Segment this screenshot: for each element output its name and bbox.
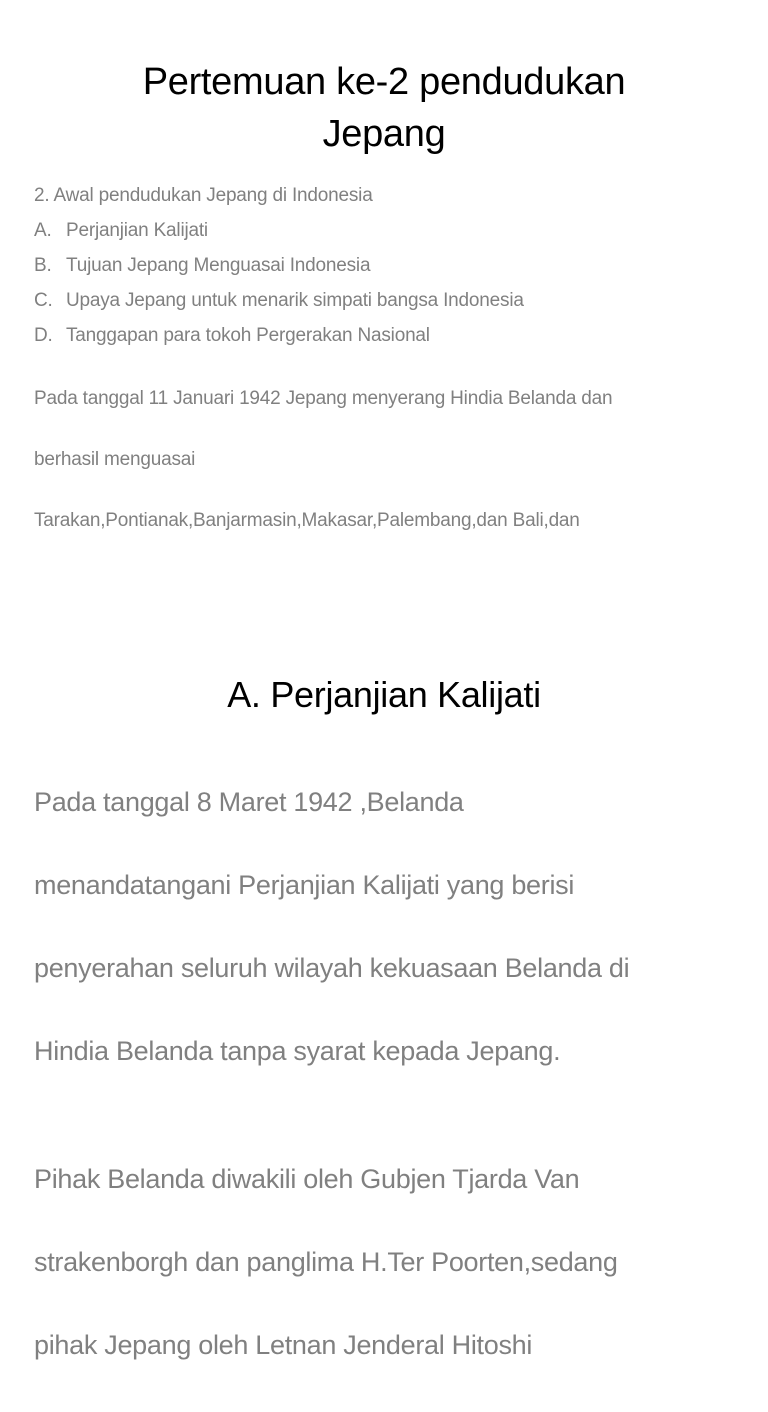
list-item-label: Upaya Jepang untuk menarik simpati bangsa Indonesia <box>66 290 524 311</box>
slide-title: A. Perjanjian Kalijati <box>227 674 541 715</box>
paragraph-line: pihak Jepang oleh Letnan Jenderal Hitoshi <box>34 1330 533 1360</box>
paragraph <box>34 740 754 1114</box>
slide-title <box>0 56 768 160</box>
paragraph-line: Pada tanggal 8 Maret 1942 ,Belanda <box>34 786 464 817</box>
paragraph <box>34 1118 754 1409</box>
paragraph-line: Hindia Belanda tanpa syarat kepada Jepang. <box>34 1035 561 1066</box>
paragraph-line: strakenborgh dan panglima H.Ter Poorten,sedang <box>34 1247 618 1277</box>
list-marker: D. <box>34 325 53 346</box>
slide-2 <box>0 560 768 1360</box>
list-item-label: Tanggapan para tokoh Pergerakan Nasional <box>66 325 430 346</box>
slide-1 <box>0 0 768 560</box>
list-item <box>34 318 754 353</box>
list-item <box>34 213 754 248</box>
paragraph-line: Tarakan,Pontianak,Banjarmasin,Makasar,Palembang,dan Bali,dan <box>34 509 580 531</box>
list-item-label: Perjanjian Kalijati <box>66 220 208 241</box>
list-item <box>34 283 754 318</box>
paragraph-line: Pada tanggal 11 Januari 1942 Jepang menyerang Hindia Belanda dan <box>34 387 613 409</box>
list-item <box>34 248 754 283</box>
list-marker: B. <box>34 255 52 276</box>
section-heading: 2. Awal pendudukan Jepang di Indonesia <box>34 185 373 206</box>
paragraph-line: menandatangani Perjanjian Kalijati yang berisi <box>34 869 575 900</box>
list-marker: C. <box>34 290 53 311</box>
title-line: Pertemuan ke-2 pendudukan <box>142 61 626 103</box>
paragraph-line: berhasil menguasai <box>34 448 196 470</box>
title-line: Jepang <box>322 113 446 155</box>
paragraph-line: Pihak Belanda diwakili oleh Gubjen Tjarda Van <box>34 1164 580 1194</box>
list-marker: A. <box>34 220 52 241</box>
paragraph-line: penyerahan seluruh wilayah kekuasaan Belanda di <box>34 952 630 983</box>
list-item-label: Tujuan Jepang Menguasai Indonesia <box>66 255 371 276</box>
slide-body <box>34 740 754 1412</box>
